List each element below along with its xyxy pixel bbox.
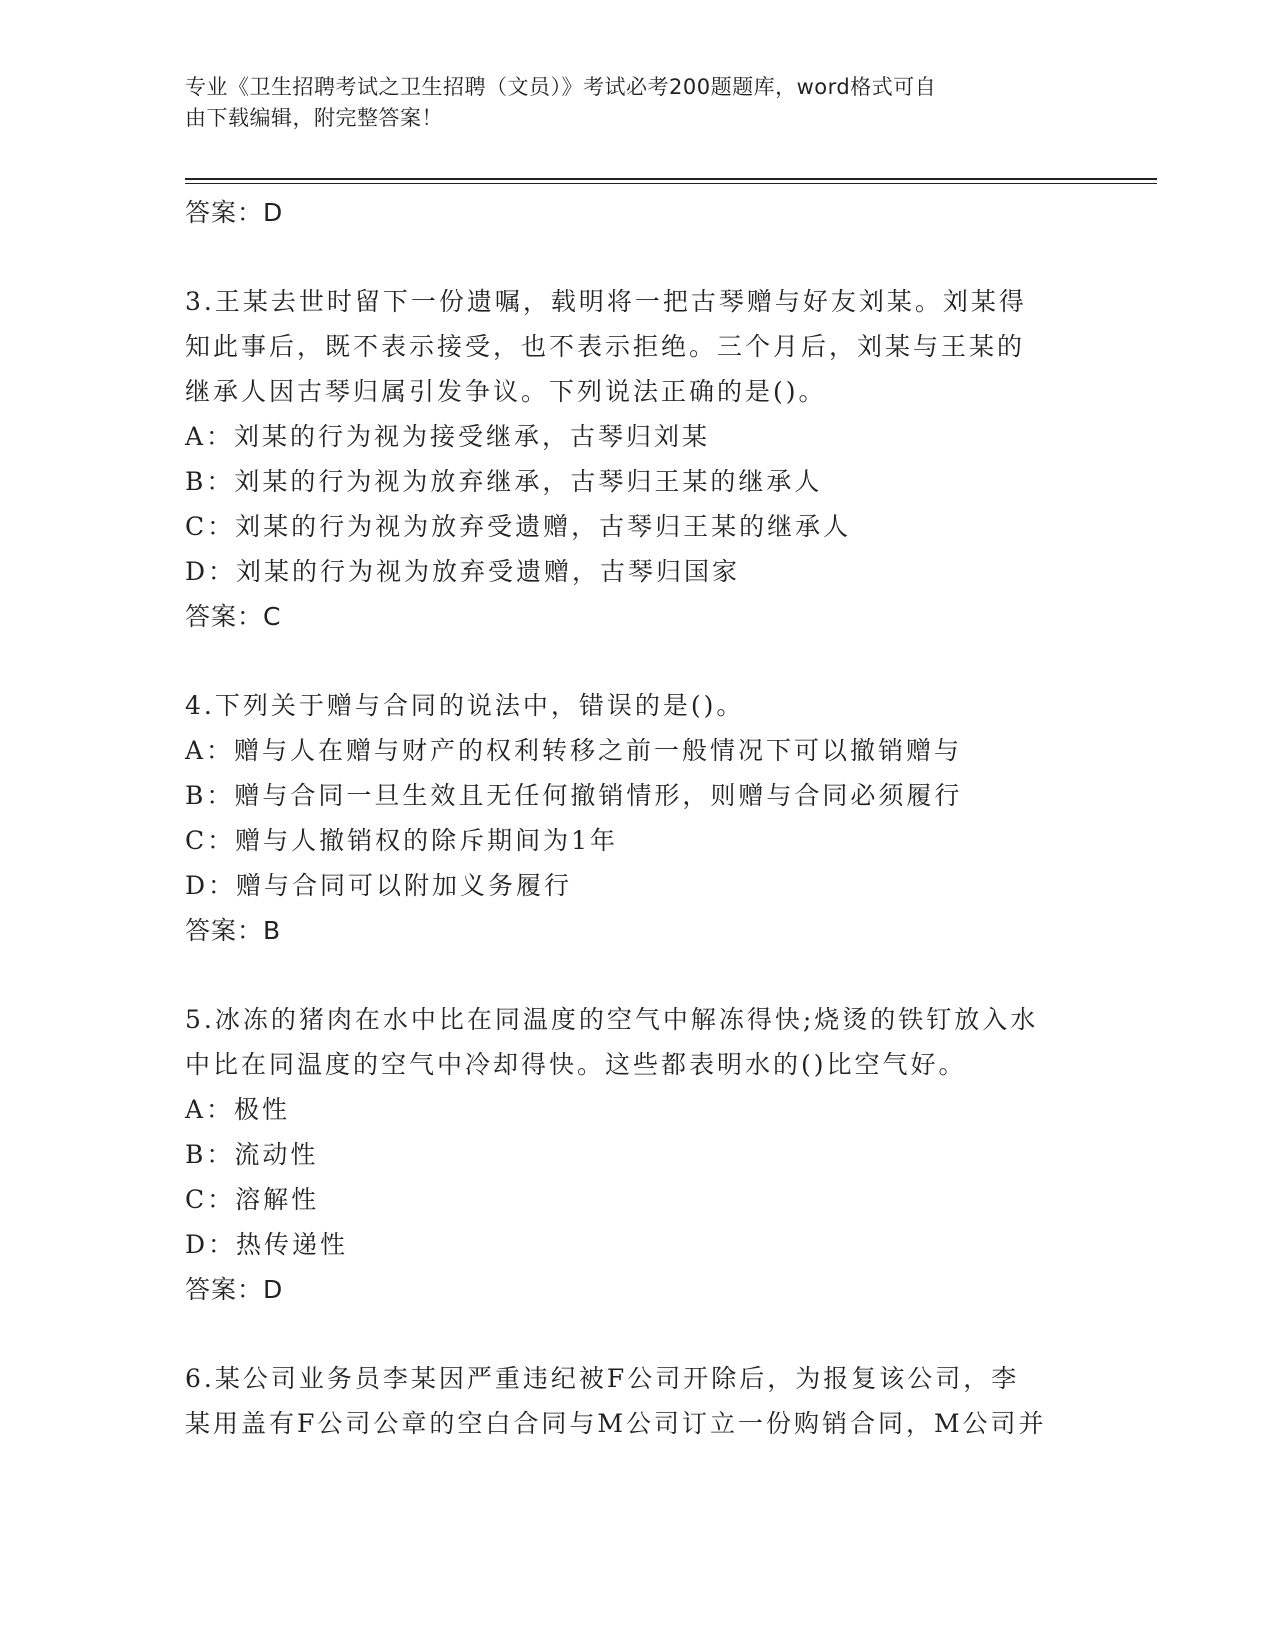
option-b: B：赠与合同一旦生效且无任何撤销情形，则赠与合同必须履行	[185, 781, 963, 810]
question-text-line: 某用盖有F公司公章的空白合同与M公司订立一份购销合同，M公司并	[185, 1409, 1047, 1438]
question-text-line: 4.下列关于赠与合同的说法中，错误的是()。	[185, 691, 745, 720]
question-text-line: 6.某公司业务员李某因严重违纪被F公司开除后，为报复该公司，李	[185, 1364, 1020, 1393]
header-rule-thick	[185, 178, 1157, 180]
question-text-line: 知此事后，既不表示接受，也不表示拒绝。三个月后，刘某与王某的	[185, 332, 1026, 361]
option-c: C：赠与人撤销权的除斥期间为1年	[185, 826, 619, 855]
document-header	[185, 72, 1065, 134]
question-block	[185, 279, 1085, 639]
option-a: A：极性	[185, 1095, 291, 1124]
option-d: D：刘某的行为视为放弃受遗赠，古琴归国家	[185, 557, 741, 586]
answer-line: 答案：C	[185, 602, 282, 631]
spacer	[185, 1312, 1085, 1356]
question-text-line: 5.冰冻的猪肉在水中比在同温度的空气中解冻得快;烧烫的铁钉放入水	[185, 1005, 1039, 1034]
option-b: B：刘某的行为视为放弃继承，古琴归王某的继承人	[185, 467, 823, 496]
question-block	[185, 1356, 1085, 1446]
spacer	[185, 235, 1085, 279]
question-block	[185, 997, 1085, 1312]
option-c: C：刘某的行为视为放弃受遗赠，古琴归王某的继承人	[185, 512, 852, 541]
option-a: A：赠与人在赠与财产的权利转移之前一般情况下可以撤销赠与	[185, 736, 963, 765]
option-b: B：流动性	[185, 1140, 319, 1169]
header-line-2: 由下载编辑，附完整答案！	[185, 106, 443, 130]
header-line-1: 专业《卫生招聘考试之卫生招聘（文员）》考试必考200题题库，word格式可自	[185, 75, 937, 99]
question-text-line: 中比在同温度的空气中冷却得快。这些都表明水的()比空气好。	[185, 1050, 967, 1079]
question-block	[185, 683, 1085, 953]
spacer	[185, 953, 1085, 997]
answer-line: 答案：D	[185, 1275, 284, 1304]
option-a: A：刘某的行为视为接受继承，古琴归刘某	[185, 422, 711, 451]
spacer	[185, 639, 1085, 683]
option-c: C：溶解性	[185, 1185, 320, 1214]
answer-line: 答案：B	[185, 916, 282, 945]
question-text-line: 3.王某去世时留下一份遗嘱，载明将一把古琴赠与好友刘某。刘某得	[185, 287, 1027, 316]
option-d: D：热传递性	[185, 1230, 349, 1259]
question-text-line: 继承人因古琴归属引发争议。下列说法正确的是()。	[185, 377, 827, 406]
document-body	[185, 190, 1085, 1446]
answer-line: 答案：D	[185, 198, 284, 227]
option-d: D：赠与合同可以附加义务履行	[185, 871, 573, 900]
header-rule-thin	[185, 183, 1157, 184]
